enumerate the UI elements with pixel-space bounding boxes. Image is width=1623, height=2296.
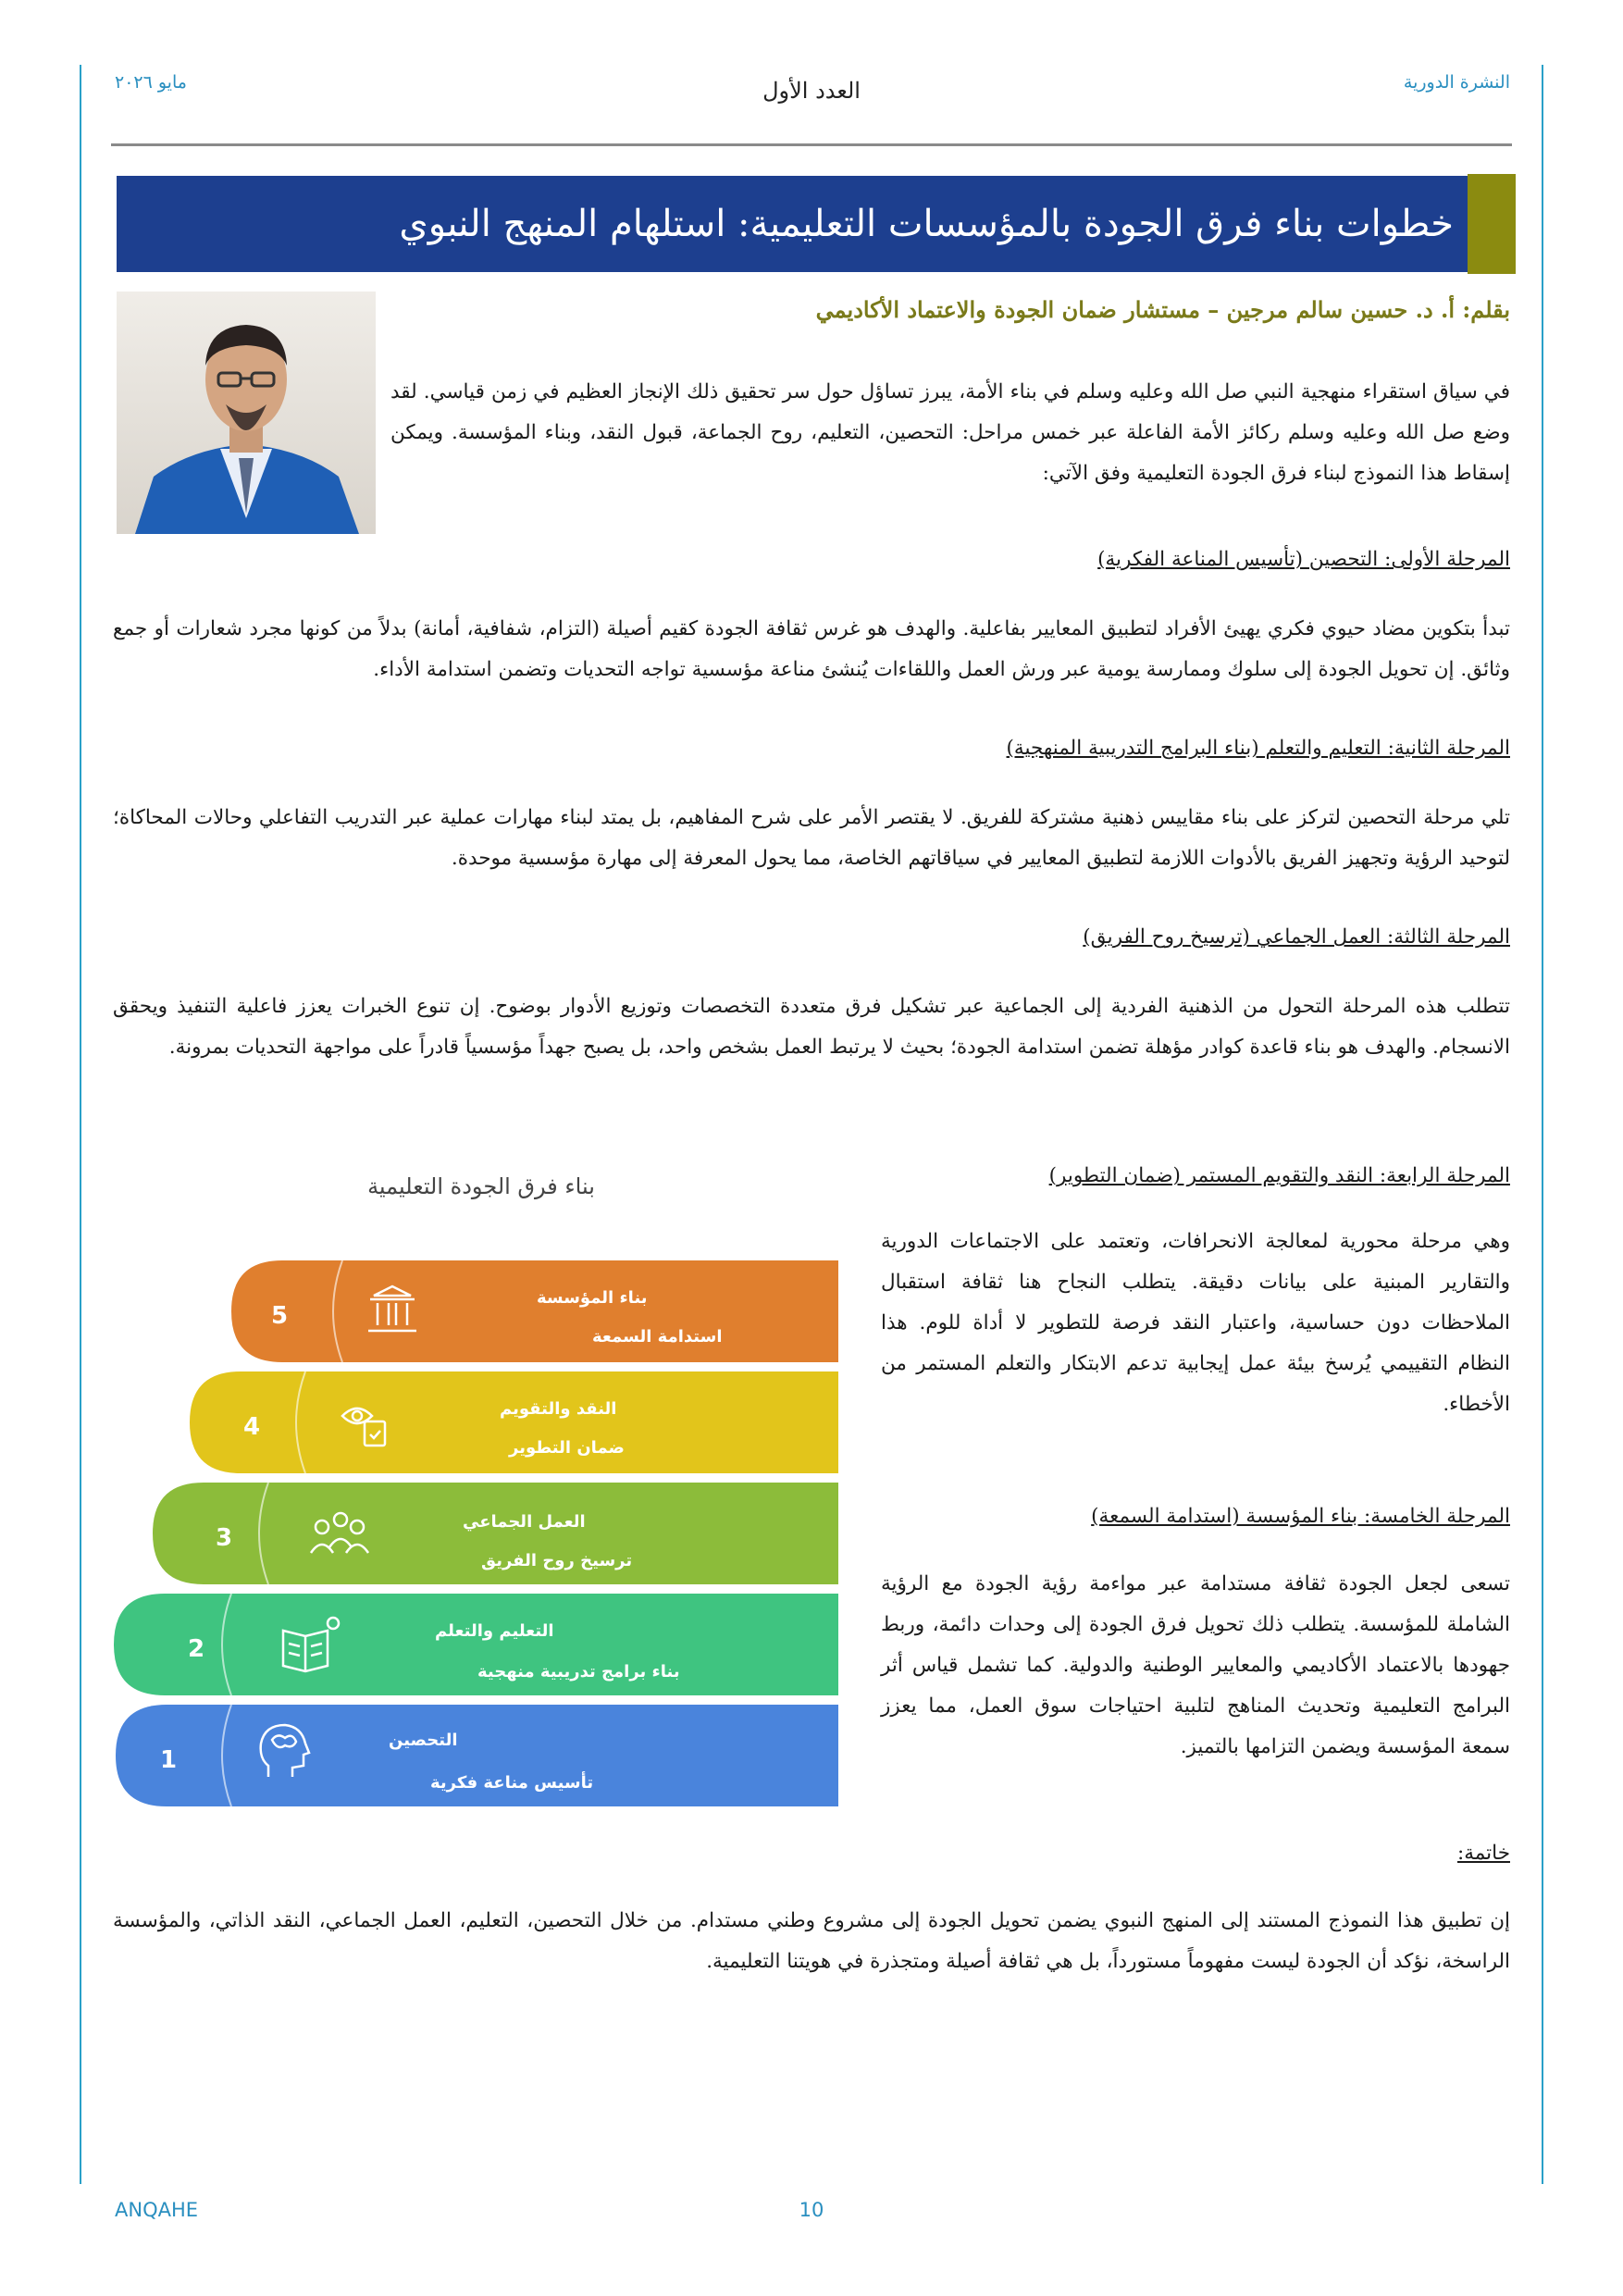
step-title: العمل الجماعي xyxy=(463,1512,586,1532)
stage5-paragraph: تسعى لجعل الجودة ثقافة مستدامة عبر مواءمة رؤية الجودة مع الرؤية الشاملة للمؤسسة. يتطلب ذلك تحويل فرق الجودة إلى وحدات دائمة، وربط جهودها بالاعتماد الأكاديمي والمعايير الوطنية والدولية. كما تشمل قياس أثر البرامج التعليمية وتحديث المناهج لتلبية احتياجات سوق العمل، مما يعزز سمعة المؤسسة ويضمن التزامها بالتميز. xyxy=(881,1572,1510,1758)
step-subtitle: ضمان التطوير xyxy=(509,1438,625,1458)
frame-right-line xyxy=(1542,65,1543,2184)
step-title: التحصين xyxy=(389,1731,458,1750)
stage4-heading: المرحلة الرابعة: النقد والتقويم المستمر (ضمان التطوير) xyxy=(1048,1164,1510,1187)
step-subtitle: استدامة السمعة xyxy=(592,1327,723,1347)
page-number: 10 xyxy=(799,2199,824,2221)
article-title: خطوات بناء فرق الجودة بالمؤسسات التعليمية: استلهام المنهج النبوي xyxy=(399,203,1454,245)
stage5-heading: المرحلة الخامسة: بناء المؤسسة (استدامة السمعة) xyxy=(1091,1505,1510,1528)
header-issue: العدد الأول xyxy=(762,78,861,104)
header-date: مايو ٢٠٢٦ xyxy=(115,72,187,93)
stage1-paragraph: تبدأ بتكوين مضاد حيوي فكري يهيئ الأفراد لتطبيق المعايير بفاعلية. والهدف هو غرس ثقافة الجودة كقيم أصيلة (التزام، شفافية، أمانة) بدلاً من كونها مجرد شعارات أو جمع وثائق. إن تحويل الجودة إلى سلوك وممارسة يومية عبر ورش العمل واللقاءات يُنشئ مناعة مؤسسية تواجه التحديات وتضمن استدامة الأداء. xyxy=(113,617,1510,681)
step-title: التعليم والتعلم xyxy=(435,1621,554,1641)
stage2-paragraph: تلي مرحلة التحصين لتركز على بناء مقاييس ذهنية مشتركة للفريق. لا يقتصر الأمر على شرح المفاهيم، بل يمتد لبناء مهارات عملية عبر التدريب التفاعلي وحالات المحاكاة؛ لتوحيد الرؤية وتجهيز الفريق بالأدوات اللازمة لتطبيق المعايير في سياقاتهم الخاصة، مما يحول المعرفة إلى مهارة مؤسسية موحدة. xyxy=(113,806,1510,870)
intro-paragraph: في سياق استقراء منهجية النبي صل الله وعليه وسلم في بناء الأمة، يبرز تساؤل حول سر تحقيق ذلك الإنجاز العظيم في زمن قياسي. لقد وضع صل الله وعليه وسلم ركائز الأمة الفاعلة عبر خمس مراحل: التحصين، التعليم، روح الجماعة، قبول النقد، وبناء المؤسسة. ويمكن إسقاط هذا النموذج لبناء فرق الجودة التعليمية وفق الآتي: xyxy=(390,380,1510,485)
step-title: النقد والتقويم xyxy=(500,1399,617,1419)
conclusion-heading: خاتمة: xyxy=(1456,1842,1510,1865)
frame-left-line xyxy=(80,65,81,2184)
step-subtitle: بناء برامج تدريبية منهجية xyxy=(477,1662,680,1682)
step-title: بناء المؤسسة xyxy=(537,1288,648,1308)
step-5 xyxy=(231,1260,838,1362)
step-number: 5 xyxy=(270,1302,289,1330)
step-subtitle: ترسيخ روح الفريق xyxy=(481,1551,633,1570)
step-4 xyxy=(190,1371,838,1473)
stage3-heading: المرحلة الثالثة: العمل الجماعي (ترسيخ روح الفريق) xyxy=(1083,925,1510,949)
header-publication: النشرة الدورية xyxy=(1403,72,1510,93)
conclusion-paragraph: إن تطبيق هذا النموذج المستند إلى المنهج النبوي يضمن تحويل الجودة إلى مشروع وطني مستدام. من خلال التحصين، التعليم، العمل الجماعي، النقد الذاتي، والمؤسسة الراسخة، نؤكد أن الجودة ليست مفهوماً مستورداً، بل هي ثقافة أصيلة ومتجذرة في هويتنا التعليمية. xyxy=(113,1909,1510,1973)
stage2-heading: المرحلة الثانية: التعليم والتعلم (بناء البرامج التدريبية المنهجية) xyxy=(1006,737,1510,760)
step-number: 4 xyxy=(242,1413,261,1441)
byline: بقلم: أ. د. حسين سالم مرجين – مستشار ضمان الجودة والاعتماد الأكاديمي xyxy=(815,296,1510,323)
step-3 xyxy=(153,1483,838,1584)
stage1-heading: المرحلة الأولى: التحصين (تأسيس المناعة الفكرية) xyxy=(1097,548,1510,571)
step-subtitle: تأسيس مناعة فكرية xyxy=(430,1773,594,1793)
figure-title: بناء فرق الجودة التعليمية xyxy=(367,1173,595,1199)
step-number: 2 xyxy=(187,1635,205,1663)
stage3-paragraph: تتطلب هذه المرحلة التحول من الذهنية الفردية إلى الجماعية عبر تشكيل فرق متعددة التخصصات وتوزيع الأدوار بوضوح. إن تنوع الخبرات يعزز فاعلية التنفيذ ويحقق الانسجام. والهدف هو بناء قاعدة كوادر مؤهلة تضمن استدامة الجودة؛ بحيث لا يرتبط العمل بشخص واحد، بل يصبح جهداً مؤسسياً قادراً على مواجهة التحديات بمرونة. xyxy=(113,995,1510,1059)
footer-brand: ANQAHE xyxy=(115,2199,199,2221)
title-accent xyxy=(1468,174,1516,274)
step-2 xyxy=(114,1594,838,1695)
author-photo xyxy=(117,292,376,534)
step-number: 1 xyxy=(159,1746,178,1774)
step-number: 3 xyxy=(215,1524,233,1552)
staircase-figure xyxy=(111,1259,851,1814)
header-rule xyxy=(111,143,1512,146)
step-1 xyxy=(116,1705,838,1806)
stage4-paragraph: وهي مرحلة محورية لمعالجة الانحرافات، وتعتمد على الاجتماعات الدورية والتقارير المبنية على بيانات دقيقة. يتطلب النجاح هنا ثقافة استقبال الملاحظات دون حساسية، واعتبار النقد فرصة للتطوير لا أداة للوم. هذا النظام التقييمي يُرسخ بيئة عمل إيجابية تدعم الابتكار والتعلم المستمر من الأخطاء. xyxy=(881,1230,1510,1416)
